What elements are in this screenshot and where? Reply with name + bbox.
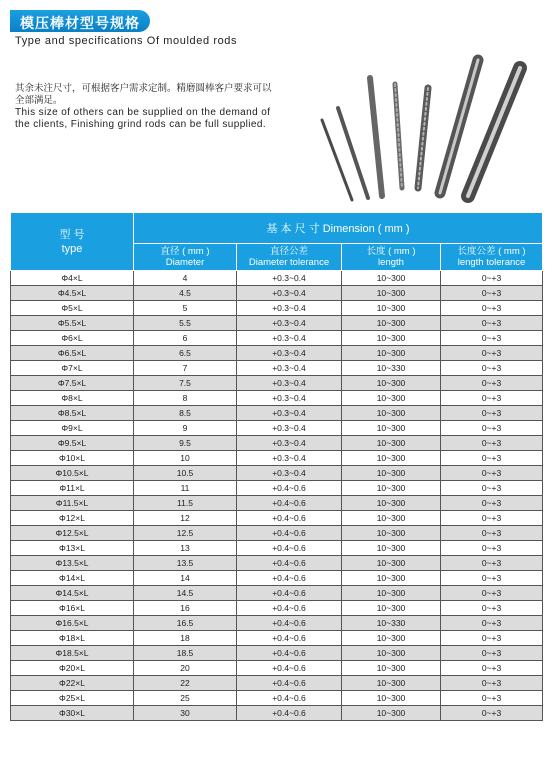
cell-length: 10~300 (342, 286, 441, 301)
cell-type: Φ4×L (11, 271, 134, 286)
spec-table (10, 212, 543, 721)
cell-diameter: 7.5 (134, 376, 237, 391)
cell-length-tolerance: 0~+3 (441, 421, 543, 436)
cell-type: Φ11×L (11, 481, 134, 496)
cell-diameter: 5.5 (134, 316, 237, 331)
col-header-zh: 长度 ( mm ) (366, 246, 416, 257)
cell-diameter: 22 (134, 676, 237, 691)
cell-type: Φ5.5×L (11, 316, 134, 331)
cell-diameter: 16.5 (134, 616, 237, 631)
table-row (11, 571, 543, 586)
cell-length: 10~330 (342, 361, 441, 376)
col-header-zh: 长度公差 ( mm ) (457, 246, 526, 257)
cell-diameter-tolerance: +0.4~0.6 (237, 541, 342, 556)
cell-type: Φ11.5×L (11, 496, 134, 511)
cell-diameter-tolerance: +0.4~0.6 (237, 661, 342, 676)
cell-diameter-tolerance: +0.3~0.4 (237, 421, 342, 436)
cell-length-tolerance: 0~+3 (441, 481, 543, 496)
cell-diameter-tolerance: +0.4~0.6 (237, 706, 342, 721)
cell-length: 10~300 (342, 376, 441, 391)
cell-length: 10~300 (342, 646, 441, 661)
cell-length: 10~300 (342, 706, 441, 721)
cell-diameter-tolerance: +0.4~0.6 (237, 481, 342, 496)
cell-length-tolerance: 0~+3 (441, 331, 543, 346)
cell-length: 10~300 (342, 526, 441, 541)
cell-diameter-tolerance: +0.3~0.4 (237, 406, 342, 421)
cell-diameter: 16 (134, 601, 237, 616)
cell-length: 10~300 (342, 586, 441, 601)
cell-diameter: 14 (134, 571, 237, 586)
table-row (11, 706, 543, 721)
table-row (11, 451, 543, 466)
model-header-zh: 型 号 (59, 228, 85, 241)
cell-length-tolerance: 0~+3 (441, 346, 543, 361)
cell-length: 10~300 (342, 556, 441, 571)
cell-length-tolerance: 0~+3 (441, 646, 543, 661)
cell-length-tolerance: 0~+3 (441, 376, 543, 391)
table-row (11, 421, 543, 436)
table-row (11, 466, 543, 481)
table-row (11, 286, 543, 301)
cell-diameter: 20 (134, 661, 237, 676)
cell-diameter: 11.5 (134, 496, 237, 511)
cell-type: Φ4.5×L (11, 286, 134, 301)
cell-diameter-tolerance: +0.3~0.4 (237, 436, 342, 451)
moulded-rods-image (300, 48, 540, 208)
col-header-zh: 直径 ( mm ) (160, 246, 210, 257)
cell-type: Φ10×L (11, 451, 134, 466)
cell-diameter-tolerance: +0.4~0.6 (237, 496, 342, 511)
table-row (11, 481, 543, 496)
cell-diameter-tolerance: +0.3~0.4 (237, 451, 342, 466)
cell-diameter: 13.5 (134, 556, 237, 571)
cell-diameter-tolerance: +0.4~0.6 (237, 691, 342, 706)
cell-type: Φ5×L (11, 301, 134, 316)
cell-diameter: 10 (134, 451, 237, 466)
description-en-line1: This size of others can be supplied on the demand of (15, 107, 271, 118)
cell-length: 10~330 (342, 616, 441, 631)
cell-length: 10~300 (342, 631, 441, 646)
cell-type: Φ18×L (11, 631, 134, 646)
cell-length: 10~300 (342, 301, 441, 316)
table-row (11, 646, 543, 661)
cell-type: Φ7.5×L (11, 376, 134, 391)
table-row (11, 316, 543, 331)
cell-diameter: 12 (134, 511, 237, 526)
cell-diameter: 18 (134, 631, 237, 646)
cell-type: Φ8.5×L (11, 406, 134, 421)
cell-length: 10~300 (342, 406, 441, 421)
cell-length: 10~300 (342, 391, 441, 406)
cell-length-tolerance: 0~+3 (441, 616, 543, 631)
cell-type: Φ12×L (11, 511, 134, 526)
cell-diameter: 8 (134, 391, 237, 406)
title-bar (10, 10, 150, 32)
cell-type: Φ20×L (11, 661, 134, 676)
cell-diameter: 7 (134, 361, 237, 376)
col-header-en: Diameter tolerance (248, 257, 330, 268)
table-row (11, 676, 543, 691)
table-row (11, 541, 543, 556)
cell-diameter: 5 (134, 301, 237, 316)
cell-length-tolerance: 0~+3 (441, 556, 543, 571)
cell-type: Φ8×L (11, 391, 134, 406)
cell-length-tolerance: 0~+3 (441, 601, 543, 616)
cell-diameter-tolerance: +0.4~0.6 (237, 631, 342, 646)
cell-diameter-tolerance: +0.4~0.6 (237, 586, 342, 601)
dimension-header: 基 本 尺 寸 Dimension ( mm ) (134, 213, 543, 244)
table-row (11, 346, 543, 361)
description-en-line2: the clients, Finishing grind rods can be full supplied. (15, 119, 267, 130)
cell-diameter-tolerance: +0.3~0.4 (237, 391, 342, 406)
cell-type: Φ13.5×L (11, 556, 134, 571)
cell-diameter: 8.5 (134, 406, 237, 421)
cell-type: Φ9.5×L (11, 436, 134, 451)
cell-length-tolerance: 0~+3 (441, 286, 543, 301)
cell-type: Φ6.5×L (11, 346, 134, 361)
cell-length-tolerance: 0~+3 (441, 361, 543, 376)
table-row (11, 406, 543, 421)
cell-length-tolerance: 0~+3 (441, 526, 543, 541)
col-header-en: length tolerance (457, 257, 526, 268)
cell-length-tolerance: 0~+3 (441, 571, 543, 586)
cell-diameter: 6.5 (134, 346, 237, 361)
cell-length-tolerance: 0~+3 (441, 271, 543, 286)
table-row (11, 361, 543, 376)
cell-length: 10~300 (342, 466, 441, 481)
cell-length: 10~300 (342, 481, 441, 496)
cell-length: 10~300 (342, 601, 441, 616)
cell-diameter-tolerance: +0.3~0.4 (237, 376, 342, 391)
cell-length: 10~300 (342, 496, 441, 511)
col-length-tolerance-header (441, 244, 543, 271)
cell-length: 10~300 (342, 346, 441, 361)
table-row (11, 271, 543, 286)
cell-length-tolerance: 0~+3 (441, 451, 543, 466)
cell-type: Φ30×L (11, 706, 134, 721)
cell-diameter-tolerance: +0.4~0.6 (237, 676, 342, 691)
cell-length-tolerance: 0~+3 (441, 511, 543, 526)
cell-diameter: 25 (134, 691, 237, 706)
cell-length: 10~300 (342, 316, 441, 331)
cell-length: 10~300 (342, 451, 441, 466)
cell-length: 10~300 (342, 571, 441, 586)
cell-length: 10~300 (342, 421, 441, 436)
col-diameter-header (134, 244, 237, 271)
description (15, 83, 300, 131)
cell-diameter: 18.5 (134, 646, 237, 661)
cell-diameter-tolerance: +0.3~0.4 (237, 286, 342, 301)
table-row (11, 511, 543, 526)
cell-length-tolerance: 0~+3 (441, 706, 543, 721)
cell-length-tolerance: 0~+3 (441, 661, 543, 676)
cell-diameter-tolerance: +0.3~0.4 (237, 361, 342, 376)
cell-diameter: 4 (134, 271, 237, 286)
cell-diameter: 13 (134, 541, 237, 556)
cell-diameter-tolerance: +0.4~0.6 (237, 601, 342, 616)
cell-length-tolerance: 0~+3 (441, 586, 543, 601)
col-length-header (342, 244, 441, 271)
cell-diameter: 9 (134, 421, 237, 436)
cell-type: Φ16×L (11, 601, 134, 616)
cell-length: 10~300 (342, 541, 441, 556)
col-diameter-tolerance-header (237, 244, 342, 271)
cell-diameter-tolerance: +0.4~0.6 (237, 511, 342, 526)
table-row (11, 301, 543, 316)
cell-diameter: 10.5 (134, 466, 237, 481)
table-row (11, 691, 543, 706)
cell-length-tolerance: 0~+3 (441, 466, 543, 481)
cell-diameter-tolerance: +0.3~0.4 (237, 466, 342, 481)
cell-length: 10~300 (342, 511, 441, 526)
table-row (11, 556, 543, 571)
cell-type: Φ6×L (11, 331, 134, 346)
cell-length-tolerance: 0~+3 (441, 631, 543, 646)
cell-type: Φ14×L (11, 571, 134, 586)
col-header-zh: 直径公差 (269, 246, 308, 257)
table-row (11, 391, 543, 406)
cell-diameter: 6 (134, 331, 237, 346)
cell-diameter-tolerance: +0.3~0.4 (237, 346, 342, 361)
table-row (11, 496, 543, 511)
cell-type: Φ22×L (11, 676, 134, 691)
cell-diameter-tolerance: +0.4~0.6 (237, 571, 342, 586)
cell-diameter: 11 (134, 481, 237, 496)
table-row (11, 631, 543, 646)
cell-diameter-tolerance: +0.3~0.4 (237, 301, 342, 316)
cell-length-tolerance: 0~+3 (441, 496, 543, 511)
table-row (11, 661, 543, 676)
cell-diameter-tolerance: +0.4~0.6 (237, 526, 342, 541)
cell-diameter: 14.5 (134, 586, 237, 601)
cell-diameter: 12.5 (134, 526, 237, 541)
cell-diameter-tolerance: +0.4~0.6 (237, 616, 342, 631)
cell-length: 10~300 (342, 436, 441, 451)
page-title: 模压棒材型号规格 (20, 16, 140, 32)
cell-diameter-tolerance: +0.3~0.4 (237, 316, 342, 331)
cell-length-tolerance: 0~+3 (441, 316, 543, 331)
table-row (11, 436, 543, 451)
model-header (11, 213, 134, 271)
cell-diameter: 30 (134, 706, 237, 721)
table-row (11, 376, 543, 391)
cell-type: Φ14.5×L (11, 586, 134, 601)
table-row (11, 586, 543, 601)
cell-type: Φ13×L (11, 541, 134, 556)
cell-diameter-tolerance: +0.4~0.6 (237, 556, 342, 571)
cell-length: 10~300 (342, 676, 441, 691)
col-header-en: length (378, 257, 404, 268)
table-row (11, 616, 543, 631)
cell-diameter-tolerance: +0.3~0.4 (237, 331, 342, 346)
cell-length-tolerance: 0~+3 (441, 391, 543, 406)
cell-type: Φ7×L (11, 361, 134, 376)
cell-length-tolerance: 0~+3 (441, 691, 543, 706)
cell-length-tolerance: 0~+3 (441, 436, 543, 451)
cell-type: Φ12.5×L (11, 526, 134, 541)
cell-diameter: 4.5 (134, 286, 237, 301)
cell-length-tolerance: 0~+3 (441, 541, 543, 556)
table-row (11, 331, 543, 346)
cell-diameter-tolerance: +0.3~0.4 (237, 271, 342, 286)
cell-type: Φ16.5×L (11, 616, 134, 631)
table-row (11, 601, 543, 616)
cell-length: 10~300 (342, 271, 441, 286)
cell-length: 10~300 (342, 691, 441, 706)
model-header-en: type (61, 242, 83, 255)
cell-type: Φ25×L (11, 691, 134, 706)
cell-diameter-tolerance: +0.4~0.6 (237, 646, 342, 661)
cell-length: 10~300 (342, 661, 441, 676)
description-zh-line1: 其余未注尺寸，可根据客户需求定制。精磨圆棒客户要求可以 (15, 83, 272, 94)
cell-length-tolerance: 0~+3 (441, 676, 543, 691)
col-header-en: Diameter (165, 257, 205, 268)
cell-length: 10~300 (342, 331, 441, 346)
table-row (11, 526, 543, 541)
cell-diameter: 9.5 (134, 436, 237, 451)
cell-type: Φ9×L (11, 421, 134, 436)
spec-table-body (11, 271, 543, 721)
cell-type: Φ10.5×L (11, 466, 134, 481)
page-subtitle: Type and specifications Of moulded rods (15, 35, 238, 47)
cell-type: Φ18.5×L (11, 646, 134, 661)
cell-length-tolerance: 0~+3 (441, 406, 543, 421)
cell-length-tolerance: 0~+3 (441, 301, 543, 316)
description-zh-line2: 全部满足。 (15, 95, 63, 106)
